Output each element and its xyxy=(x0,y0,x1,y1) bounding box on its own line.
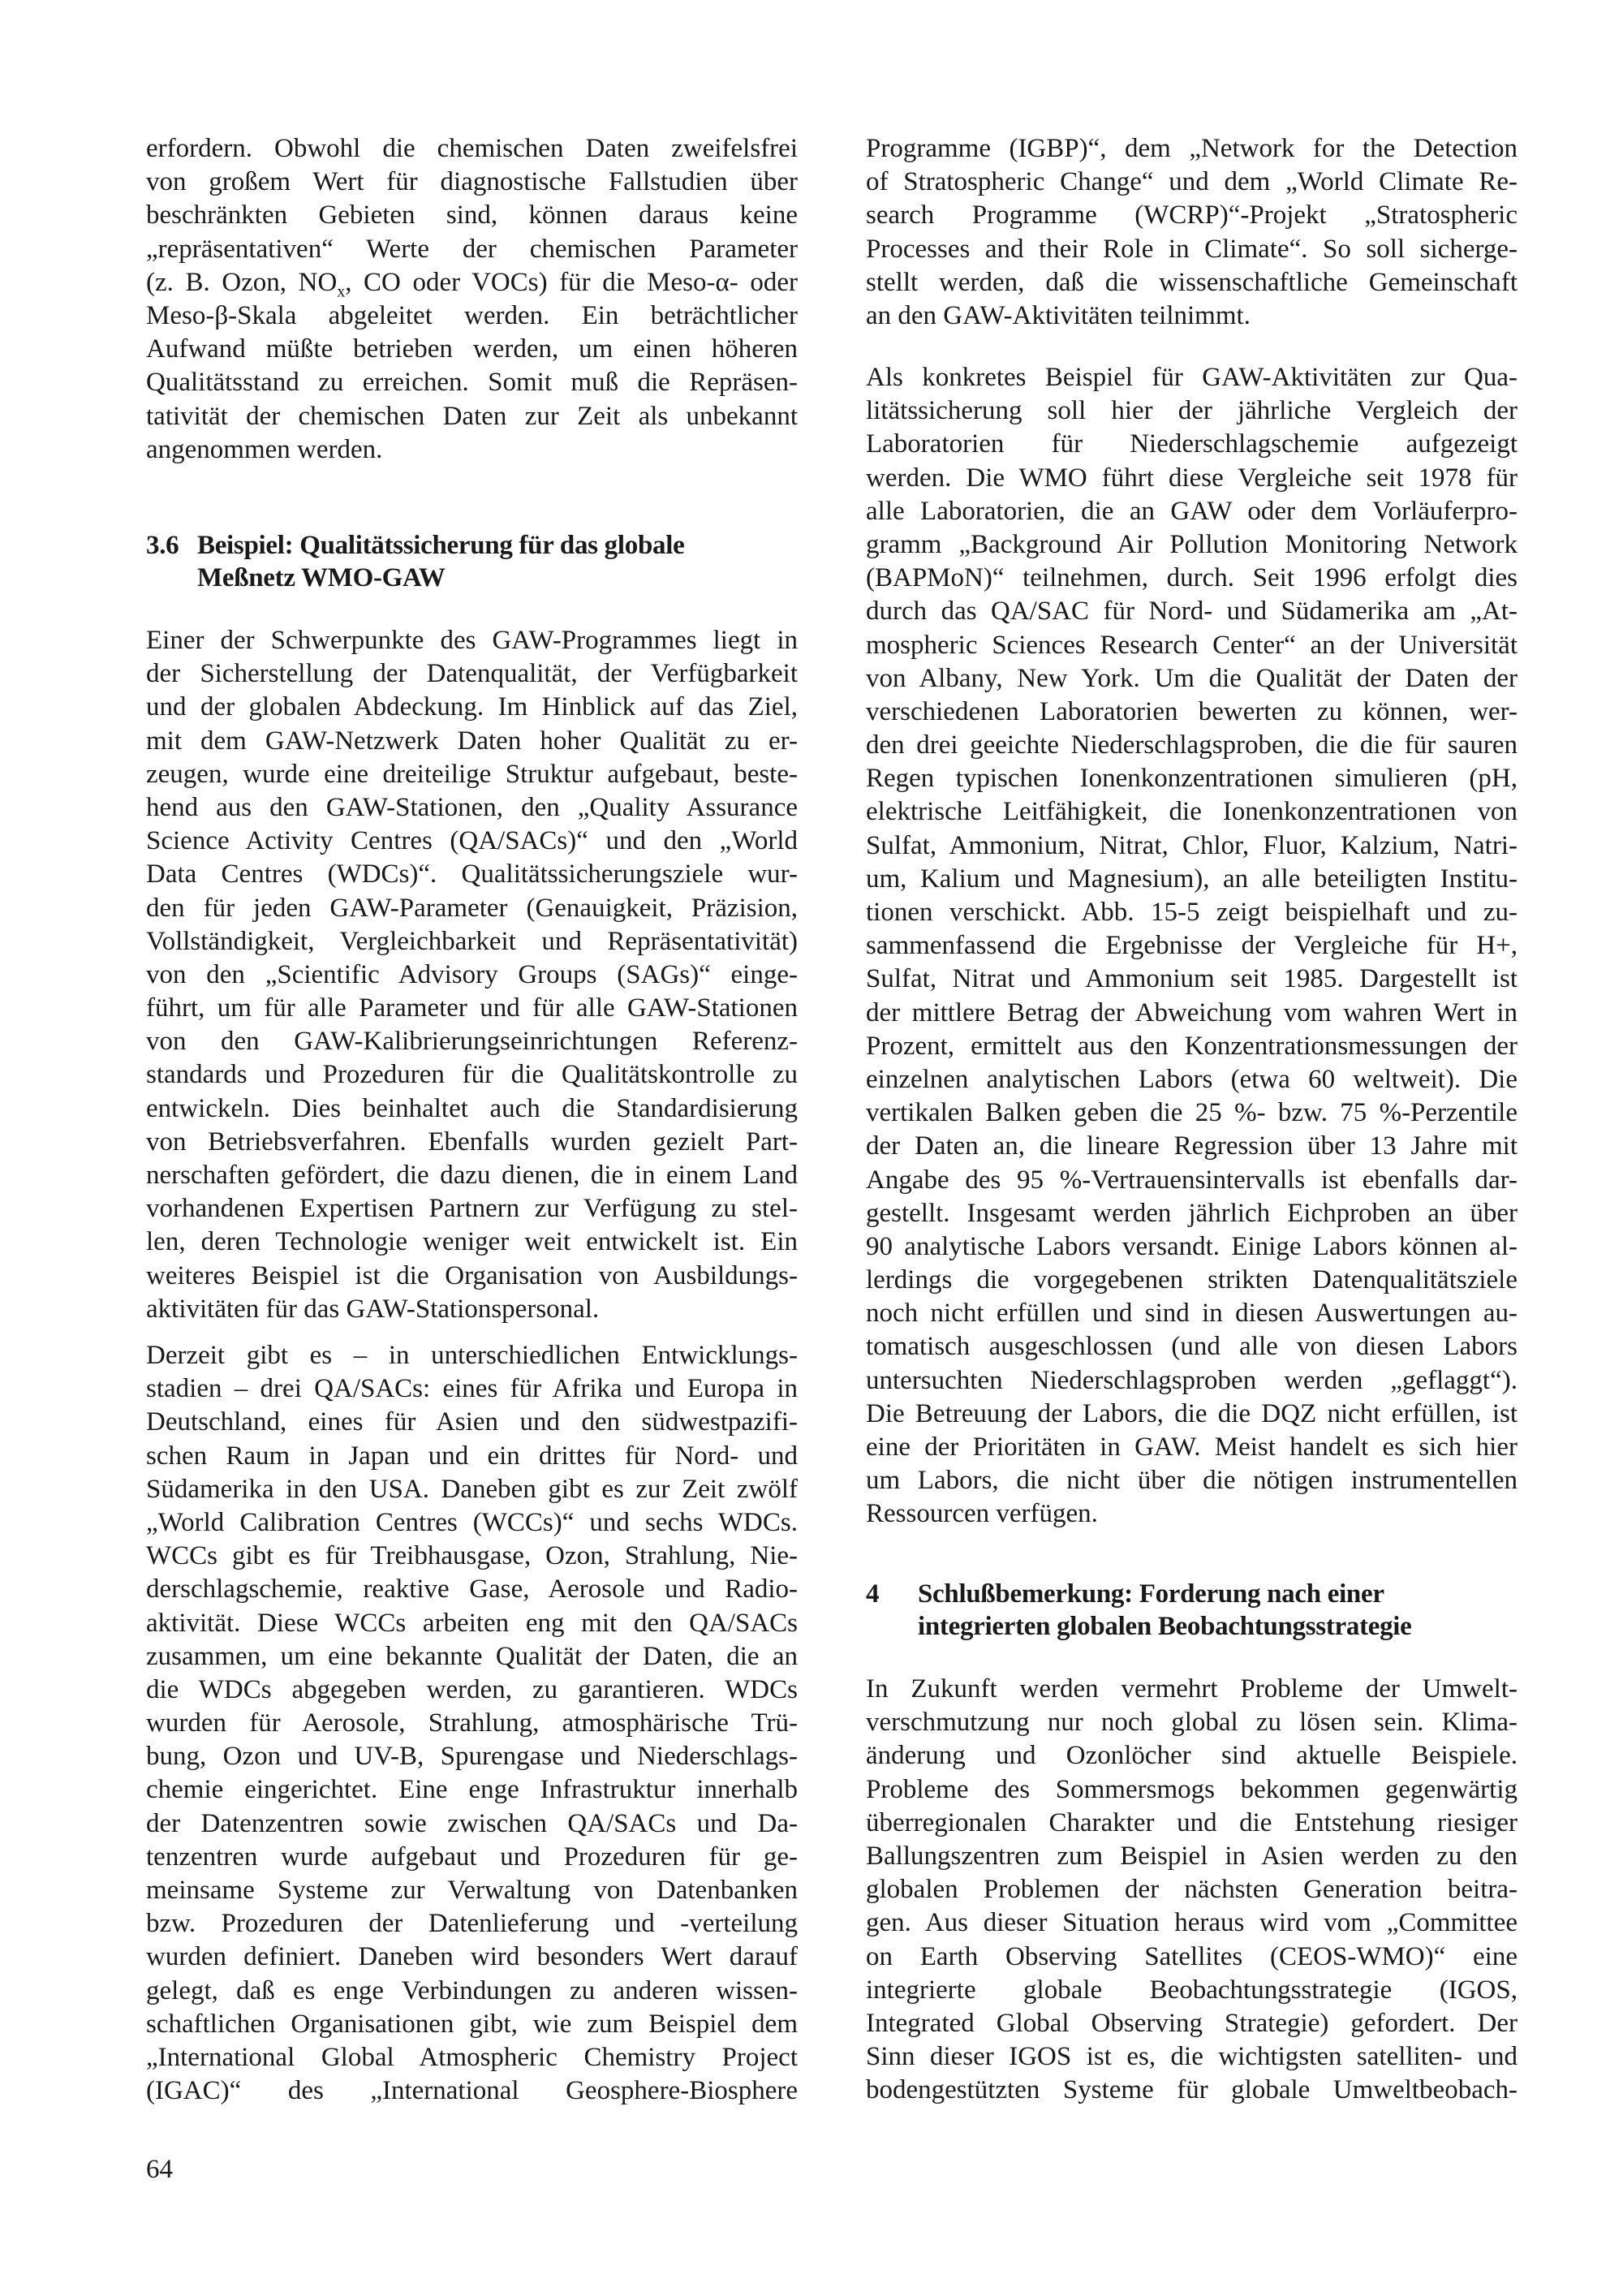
text-line: der Sicherstellung der Datenqualität, der Verfügbarkeit xyxy=(146,659,798,689)
text-line: gramm „Background Air Pollution Monitoring Network xyxy=(866,529,1518,559)
text-line: entwickeln. Dies beinhaltet auch die Standardisierung xyxy=(146,1093,798,1123)
left-paragraph-2 xyxy=(146,624,798,1326)
text-line: Deutschland, eines für Asien und den südwestpazifi- xyxy=(146,1407,798,1437)
text-line: den drei geeichte Niederschlagsproben, die die für sauren xyxy=(866,730,1518,760)
text-line: verschiedenen Laboratorien bewerten zu können, wer- xyxy=(866,696,1518,726)
section-heading-3-6 xyxy=(146,529,685,592)
text-line: (BAPMoN)“ teilnehmen, durch. Seit 1996 erfolgt dies xyxy=(866,563,1518,593)
text-line: tionen verschickt. Abb. 15-5 zeigt beispielhaft und zu- xyxy=(866,898,1518,927)
text-line: um, Kalium und Magnesium), an alle beteiligten Institu- xyxy=(866,864,1518,894)
right-paragraph-2 xyxy=(866,361,1518,1531)
left-paragraph-1 xyxy=(146,132,798,467)
text-line: erfordern. Obwohl die chemischen Daten zweifelsfrei xyxy=(146,134,798,163)
text-line: änderung und Ozonlöcher sind aktuelle Beispiele. xyxy=(866,1741,1518,1771)
right-paragraph-1 xyxy=(866,132,1518,333)
text-line: Qualitätsstand zu erreichen. Somit muß die Repräsen- xyxy=(146,368,798,398)
text-line: aktivitäten für das GAW-Stationspersonal. xyxy=(146,1294,600,1324)
text-line: von großem Wert für diagnostische Fallstudien über xyxy=(146,167,798,197)
text-line: Prozent, ermittelt aus den Konzentrationsmessungen der xyxy=(866,1031,1518,1061)
section-number: 3.6 xyxy=(146,531,179,560)
text-line: und der globalen Abdeckung. Im Hinblick auf das Ziel, xyxy=(146,692,798,722)
section-title-line-2: integrierten globalen Beobachtungsstrategie xyxy=(918,1612,1412,1641)
text-line: litätssicherung soll hier der jährliche Vergleich der xyxy=(866,396,1518,426)
text-line: überregionalen Charakter und die Entstehung riesiger xyxy=(866,1807,1518,1837)
text-line: von den „Scientific Advisory Groups (SAGs)“ einge- xyxy=(146,959,798,989)
text-line: len, deren Technologie weniger weit entwickelt ist. Ein xyxy=(146,1227,798,1257)
text-line: bung, Ozon und UV-B, Spurengase und Niederschlags- xyxy=(146,1742,798,1772)
text-line: „repräsentativen“ Werte der chemischen Parameter xyxy=(146,234,798,264)
text-line: Südamerika in den USA. Daneben gibt es zur Zeit zwölf xyxy=(146,1474,798,1504)
text-line: Processes and their Role in Climate“. So soll sicherge- xyxy=(866,234,1518,264)
text-line: mit dem GAW-Netzwerk Daten hoher Qualität zu er- xyxy=(146,726,798,756)
text-line: globalen Problemen der nächsten Generation beitra- xyxy=(866,1875,1518,1905)
text-line: nerschaften gefördert, die dazu dienen, die in einem Land xyxy=(146,1161,798,1190)
text-line: on Earth Observing Satellites (CEOS-WMO)“ eine xyxy=(866,1941,1518,1971)
text-line: (z. B. Ozon, $NO_x$, CO oder VOCs) für die Meso-α- oder xyxy=(146,267,798,301)
section-number: 4 xyxy=(866,1579,880,1609)
text-line: Data Centres (WDCs)“. Qualitätssicherungsziele wur- xyxy=(146,859,798,890)
page-number: 64 xyxy=(146,2155,173,2184)
text-line: Meso-β-Skala abgeleitet werden. Ein beträchtlicher xyxy=(146,300,798,330)
text-line: von den GAW-Kalibrierungseinrichtungen Referenz- xyxy=(146,1027,798,1057)
text-line: In Zukunft werden vermehrt Probleme der Umwelt- xyxy=(866,1674,1518,1704)
text-line: of Stratospheric Change“ und dem „World Climate Re- xyxy=(866,167,1518,197)
text-line: (IGAC)“ des „International Geosphere-Biosphere xyxy=(146,2076,798,2106)
text-line: zusammen, um eine bekannte Qualität der Daten, die an xyxy=(146,1641,798,1671)
text-line: wurden für Aerosole, Strahlung, atmosphärische Trü- xyxy=(146,1708,798,1738)
text-line: Die Betreuung der Labors, die die DQZ nicht erfüllen, ist xyxy=(866,1398,1518,1428)
text-line: Einer der Schwerpunkte des GAW-Programmes liegt in xyxy=(146,626,798,655)
text-line: verschmutzung nur noch global zu lösen sein. Klima- xyxy=(866,1708,1518,1738)
text-line: der Datenzentren sowie zwischen QA/SACs und Da- xyxy=(146,1808,798,1838)
text-line: chemie eingerichtet. Eine enge Infrastruktur innerhalb xyxy=(146,1775,798,1805)
text-line: Probleme des Sommersmogs bekommen gegenwärtig xyxy=(866,1774,1518,1804)
text-line: bodengestützten Systeme für globale Umweltbeobach- xyxy=(866,2075,1518,2105)
text-line: noch nicht erfüllen und sind in diesen Auswertungen au- xyxy=(866,1299,1518,1329)
text-line: 90 analytische Labors versandt. Einige Labors können al- xyxy=(866,1231,1518,1261)
text-line: angenommen werden. xyxy=(146,434,383,464)
text-line: Sulfat, Nitrat und Ammonium seit 1985. Dargestellt ist xyxy=(866,964,1518,994)
text-line: Vollständigkeit, Vergleichbarkeit und Repräsentativität) xyxy=(146,926,798,956)
text-line: lerdings die vorgegebenen strikten Datenqualitätsziele xyxy=(866,1265,1518,1295)
text-line: vertikalen Balken geben die 25 %- bzw. 75 %-Perzentile xyxy=(866,1098,1518,1128)
text-line: vorhandenen Expertisen Partnern zur Verfügung zu stel- xyxy=(146,1194,798,1224)
text-line: beschränkten Gebieten sind, können daraus keine xyxy=(146,200,798,230)
text-line: Sinn dieser IGOS ist es, die wichtigsten satelliten- und xyxy=(866,2042,1518,2072)
text-line: Laboratorien für Niederschlagschemie aufgezeigt xyxy=(866,429,1518,459)
text-line: stellt werden, daß die wissenschaftliche Gemeinschaft xyxy=(866,267,1518,297)
text-line: Sulfat, Ammonium, Nitrat, Chlor, Fluor, Kalzium, Natri- xyxy=(866,830,1518,860)
text-line: gelegt, daß es enge Verbindungen zu anderen wissen- xyxy=(146,1975,798,2005)
text-line: WCCs gibt es für Treibhausgase, Ozon, Strahlung, Nie- xyxy=(146,1541,798,1571)
text-line: Ballungszentren zum Beispiel in Asien werden zu den xyxy=(866,1841,1518,1871)
text-line: von Albany, New York. Um die Qualität der Daten der xyxy=(866,663,1518,693)
text-line: Derzeit gibt es – in unterschiedlichen Entwicklungs- xyxy=(146,1341,798,1370)
text-line: führt, um für alle Parameter und für alle GAW-Stationen xyxy=(146,993,798,1023)
text-line: aktivität. Diese WCCs arbeiten eng mit den QA/SACs xyxy=(146,1608,798,1638)
text-line: einzelnen analytischen Labors (etwa 60 weltweit). Die xyxy=(866,1064,1518,1094)
text-line: schen Raum in Japan und ein drittes für Nord- und xyxy=(146,1441,798,1471)
text-line: Ressourcen verfügen. xyxy=(866,1499,1098,1529)
text-line: die WDCs abgegeben werden, zu garantieren. WDCs xyxy=(146,1674,798,1704)
text-line: Programme (IGBP)“, dem „Network for the Detection xyxy=(866,134,1518,163)
text-line: „World Calibration Centres (WCCs)“ und sechs WDCs. xyxy=(146,1507,798,1537)
text-line: Aufwand müßte betrieben werden, um einen höheren xyxy=(146,334,798,364)
text-line: meinsame Systeme zur Verwaltung von Datenbanken xyxy=(146,1876,798,1905)
text-line: search Programme (WCRP)“-Projekt „Stratospheric xyxy=(866,200,1518,230)
text-line: integrierte globale Beobachtungsstrategie (IGOS, xyxy=(866,1975,1518,2005)
text-line: an den GAW-Aktivitäten teilnimmt. xyxy=(866,300,1251,330)
text-line: der Daten an, die lineare Regression über 13 Jahre mit xyxy=(866,1131,1518,1161)
text-line: Science Activity Centres (QA/SACs)“ und den „World xyxy=(146,826,798,856)
text-line: elektrische Leitfähigkeit, die Ionenkonzentrationen von xyxy=(866,797,1518,827)
text-line: Als konkretes Beispiel für GAW-Aktivitäten zur Qua- xyxy=(866,363,1518,392)
right-paragraph-3 xyxy=(866,1673,1518,2107)
text-line: sammenfassend die Ergebnisse der Vergleiche für H+, xyxy=(866,931,1518,961)
text-line: gen. Aus dieser Situation heraus wird vom „Committee xyxy=(866,1908,1518,1938)
text-line: durch das QA/SAC für Nord- und Südamerika am „At- xyxy=(866,597,1518,627)
left-paragraph-3 xyxy=(146,1339,798,2108)
text-line: der mittlere Betrag der Abweichung vom wahren Wert in xyxy=(866,997,1518,1027)
text-line: eine der Prioritäten in GAW. Meist handelt es sich hier xyxy=(866,1432,1518,1462)
text-line: Integrated Global Observing Strategie) gefordert. Der xyxy=(866,2008,1518,2038)
section-heading-4 xyxy=(866,1578,1412,1641)
text-line: hend aus den GAW-Stationen, den „Quality Assurance xyxy=(146,792,798,822)
text-line: tomatisch ausgeschlossen (und alle von diesen Labors xyxy=(866,1332,1518,1362)
section-title-line-1: Schlußbemerkung: Forderung nach einer xyxy=(918,1579,1384,1609)
section-title-line-2: Meßnetz WMO-GAW xyxy=(197,563,446,592)
text-line: Regen typischen Ionenkonzentrationen simulieren (pH, xyxy=(866,764,1518,794)
text-line: derschlagschemie, reaktive Gase, Aerosole und Radio- xyxy=(146,1574,798,1605)
text-line: stadien – drei QA/SACs: eines für Afrika und Europa in xyxy=(146,1374,798,1404)
text-line: mospheric Sciences Research Center“ an der Universität xyxy=(866,630,1518,660)
text-line: untersuchten Niederschlagsproben werden „geflaggt“). xyxy=(866,1365,1518,1395)
text-line: von Betriebsverfahren. Ebenfalls wurden gezielt Part- xyxy=(146,1126,798,1157)
text-line: den für jeden GAW-Parameter (Genauigkeit, Präzision, xyxy=(146,893,798,923)
section-title-line-1: Beispiel: Qualitätssicherung für das globale xyxy=(197,531,685,560)
text-line: werden. Die WMO führt diese Vergleiche seit 1978 für xyxy=(866,463,1518,493)
text-line: bzw. Prozeduren der Datenlieferung und -verteilung xyxy=(146,1909,798,1939)
text-line: zeugen, wurde eine dreiteilige Struktur aufgebaut, beste- xyxy=(146,759,798,789)
text-line: schaftlichen Organisationen gibt, wie zum Beispiel dem xyxy=(146,2009,798,2039)
text-line: „International Global Atmospheric Chemistry Project xyxy=(146,2042,798,2072)
text-line: gestellt. Insgesamt werden jährlich Eichproben an über xyxy=(866,1198,1518,1228)
text-line: tativität der chemischen Daten zur Zeit als unbekannt xyxy=(146,401,798,431)
text-line: um Labors, die nicht über die nötigen instrumentellen xyxy=(866,1466,1518,1496)
text-line: standards und Prozeduren für die Qualitätskontrolle zu xyxy=(146,1060,798,1090)
text-line: Angabe des 95 %-Vertrauensintervalls ist ebenfalls dar- xyxy=(866,1165,1518,1195)
text-line: tenzentren wurde aufgebaut und Prozeduren für ge- xyxy=(146,1842,798,1872)
text-line: wurden definiert. Daneben wird besonders Wert darauf xyxy=(146,1942,798,1972)
text-line: alle Laboratorien, die an GAW oder dem Vorläuferpro- xyxy=(866,496,1518,526)
text-line: weiteres Beispiel ist die Organisation von Ausbildungs- xyxy=(146,1260,798,1290)
